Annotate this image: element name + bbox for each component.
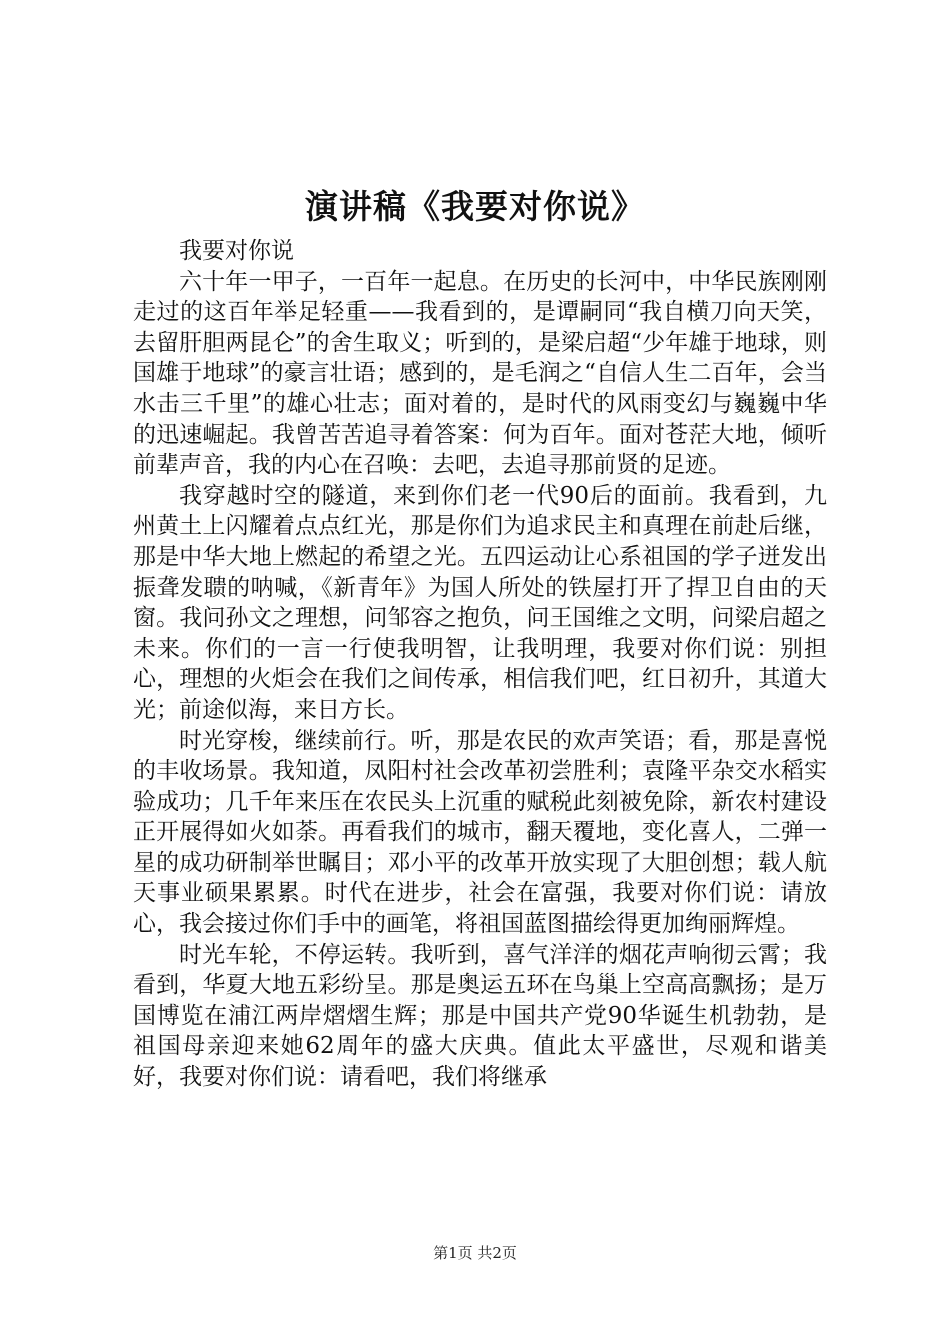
paragraph: 时光车轮，不停运转。我听到，喜气洋洋的烟花声响彻云霄；我看到，华夏大地五彩纷呈。那是奥运五环在鸟巢上空高高飘扬；是万国博览在浦江两岸熠熠生辉；那是中国共产党90华诞生机勃勃，是祖国母亲迎来她62周年的盛大庆典。值此太平盛世，尽观和谐美好，我要对你们说：请看吧，我们将继承	[133, 941, 827, 1091]
paragraph-heading: 我要对你说	[179, 238, 294, 264]
page-number: 第1页 共2页	[433, 1244, 517, 1262]
paragraph: 时光穿梭，继续前行。听，那是农民的欢声笑语；看，那是喜悦的丰收场景。我知道，凤阳村社会改革初尝胜利；袁隆平杂交水稻实验成功；几千年来压在农民头上沉重的赋税此刻被免除，新农村建设正开展得如火如荼。再看我们的城市，翻天覆地，变化喜人，二弹一星的成功研制举世瞩目；邓小平的改革开放实现了大胆创想；载人航天事业硕果累累。时代在进步，社会在富强，我要对你们说：请放心，我会接过你们手中的画笔，将祖国蓝图描绘得更加绚丽辉煌。	[133, 727, 827, 938]
paragraph: 六十年一甲子，一百年一起息。在历史的长河中，中华民族刚刚走过的这百年举足轻重——我看到的，是谭嗣同“我自横刀向天笑，去留肝胆两昆仑”的舍生取义；听到的，是梁启超“少年雄于地球，则国雄于地球”的豪言壮语；感到的，是毛润之“自信人生二百年，会当水击三千里”的雄心壮志；面对着的，是时代的风雨变幻与巍巍中华的迅速崛起。我曾苦苦追寻着答案：何为百年。面对苍茫大地，倾听前辈声音，我的内心在召唤：去吧，去追寻那前贤的足迹。	[133, 268, 827, 479]
paragraph: 我穿越时空的隧道，来到你们老一代90后的面前。我看到，九州黄土上闪耀着点点红光，那是你们为追求民主和真理在前赴后继，那是中华大地上燃起的希望之光。五四运动让心系祖国的学子迸发出振聋发聩的呐喊，《新青年》为国人所处的铁屋打开了捍卫自由的天窗。我问孙文之理想，问邹容之抱负，问王国维之文明，问梁启超之未来。你们的一言一行使我明智，让我明理，我要对你们说：别担心，理想的火炬会在我们之间传承，相信我们吧，红日初升，其道大光；前途似海，来日方长。	[133, 482, 827, 723]
page-title: 演讲稿《我要对你说》	[305, 187, 645, 226]
document-body	[133, 236, 827, 1093]
